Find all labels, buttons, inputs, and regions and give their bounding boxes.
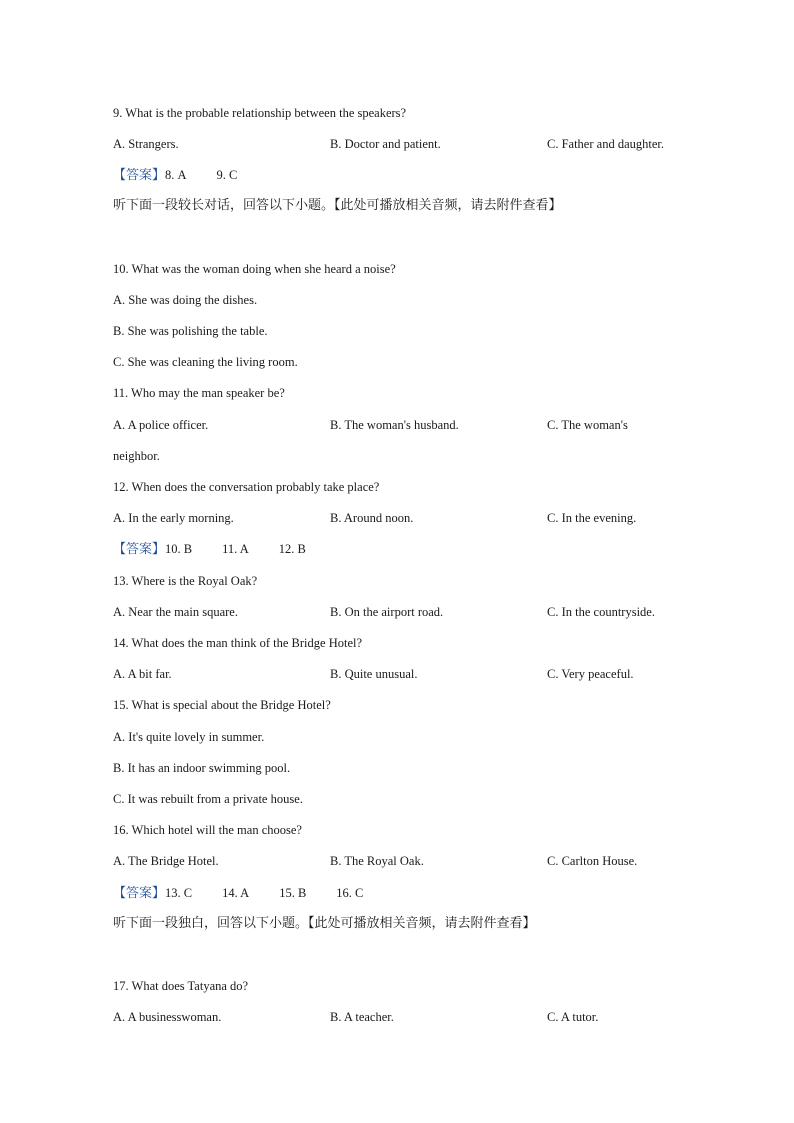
question-13: 13. Where is the Royal Oak?: [113, 574, 258, 588]
answer-item: 14. A: [222, 886, 250, 900]
q11-option-b: B. The woman's husband.: [330, 418, 459, 432]
q10-option-b: B. She was polishing the table.: [113, 324, 268, 338]
answer-item: 9. C: [216, 168, 238, 182]
question-14: 14. What does the man think of the Bridge Hotel?: [113, 636, 363, 650]
q9-option-b: B. Doctor and patient.: [330, 137, 441, 151]
question-17: 17. What does Tatyana do?: [113, 979, 249, 993]
q14-option-c: C. Very peaceful.: [547, 667, 634, 681]
q15-option-b: B. It has an indoor swimming pool.: [113, 761, 291, 775]
instruction-monologue: 听下面一段独白，回答以下小题。【此处可播放相关音频，请去附件查看】: [113, 916, 536, 931]
answer-item: 12. B: [278, 542, 306, 556]
question-10: 10. What was the woman doing when she heard a noise?: [113, 262, 396, 276]
answer-13-16: [113, 885, 363, 902]
q9-option-c: C. Father and daughter.: [547, 137, 664, 151]
q15-option-c: C. It was rebuilt from a private house.: [113, 792, 303, 806]
q11-option-a: A. A police officer.: [113, 418, 209, 432]
q15-option-a: A. It's quite lovely in summer.: [113, 730, 265, 744]
question-16: 16. Which hotel will the man choose?: [113, 823, 302, 837]
q13-option-a: A. Near the main square.: [113, 605, 238, 619]
answer-tag: 【答案】: [113, 542, 166, 557]
answer-10-12: [113, 541, 306, 558]
q16-option-a: A. The Bridge Hotel.: [113, 854, 219, 868]
q17-option-c: C. A tutor.: [547, 1010, 599, 1024]
q16-option-c: C. Carlton House.: [547, 854, 638, 868]
q12-option-c: C. In the evening.: [547, 511, 637, 525]
q10-option-c: C. She was cleaning the living room.: [113, 355, 298, 369]
answer-tag: 【答案】: [113, 168, 166, 183]
question-12: 12. When does the conversation probably take place?: [113, 480, 380, 494]
q14-option-a: A. A bit far.: [113, 667, 172, 681]
q10-option-a: A. She was doing the dishes.: [113, 293, 258, 307]
answer-item: 10. B: [165, 542, 193, 556]
q17-option-b: B. A teacher.: [330, 1010, 394, 1024]
answer-item: 8. A: [165, 168, 187, 182]
q11-option-c: C. The woman's: [547, 418, 628, 432]
q11-option-c-wrap: neighbor.: [113, 449, 160, 463]
answer-tag: 【答案】: [113, 886, 166, 901]
q12-option-a: A. In the early morning.: [113, 511, 234, 525]
answer-8-9: [113, 167, 237, 184]
answer-item: 11. A: [222, 542, 249, 556]
q9-option-a: A. Strangers.: [113, 137, 179, 151]
answer-item: 13. C: [165, 886, 193, 900]
q14-option-b: B. Quite unusual.: [330, 667, 418, 681]
q16-option-b: B. The Royal Oak.: [330, 854, 424, 868]
question-15: 15. What is special about the Bridge Hotel?: [113, 698, 331, 712]
answer-item: 15. B: [279, 886, 307, 900]
q17-option-a: A. A businesswoman.: [113, 1010, 222, 1024]
answer-item: 16. C: [336, 886, 364, 900]
question-9: 9. What is the probable relationship between the speakers?: [113, 106, 407, 120]
q13-option-b: B. On the airport road.: [330, 605, 444, 619]
instruction-dialogue: 听下面一段较长对话，回答以下小题。【此处可播放相关音频，请去附件查看】: [113, 198, 562, 213]
q13-option-c: C. In the countryside.: [547, 605, 655, 619]
question-11: 11. Who may the man speaker be?: [113, 386, 285, 400]
q12-option-b: B. Around noon.: [330, 511, 414, 525]
